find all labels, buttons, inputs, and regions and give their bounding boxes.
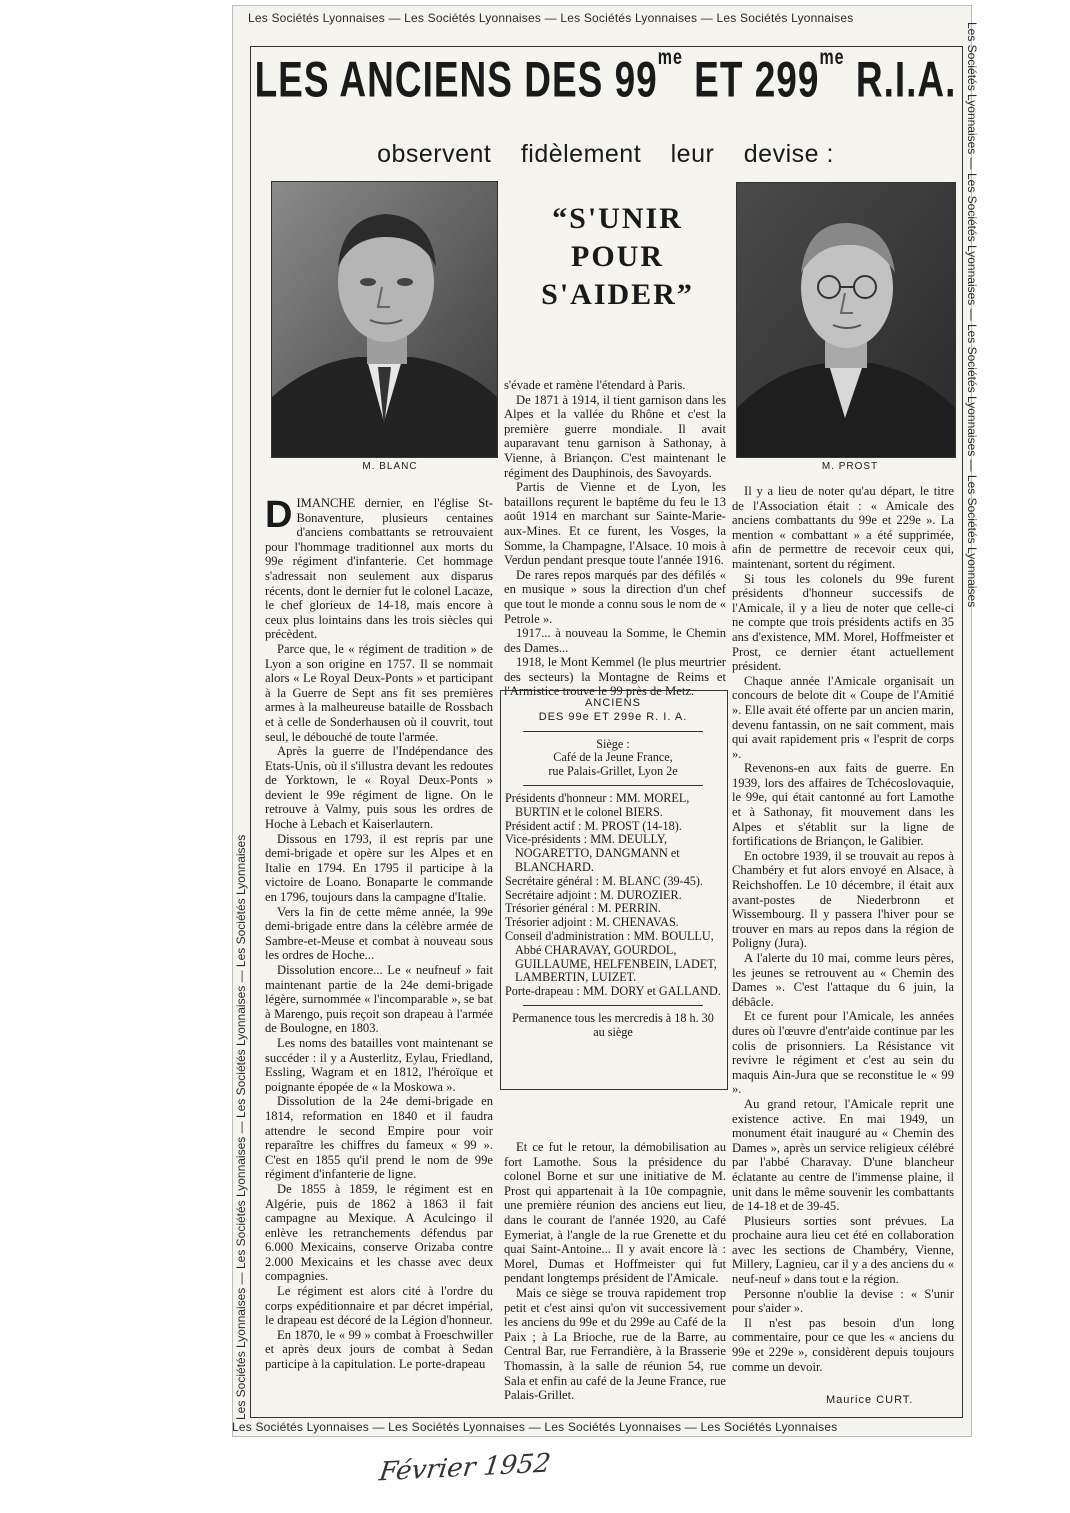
box-title-line1: ANCIENS	[585, 697, 641, 709]
box-divider	[523, 1005, 703, 1006]
portrait-blanc-image	[272, 182, 497, 457]
subhead-word1: observent	[377, 140, 492, 168]
subhead-word2: fidèlement	[520, 140, 642, 168]
portrait-photo-blanc	[271, 181, 498, 458]
paragraph: Les noms des batailles vont maintenant se succéder : il y a Austerlitz, Eylau, Friedland, Essling, Wagram et en 1812, l'héroïque et poignante épopée de « la Moskowa ».	[265, 1035, 493, 1094]
paragraph: Mais ce siège se trouva rapidement trop petit et c'est ainsi qu'on vit successivement les anciens du 99e et du 299e au Café de la Paix ; à La Brioche, rue de la Barre, au Central Bar, rue Ferrandière, à la Brasserie Thomassin, à la salle de réunion 54, rue Sala et enfin au café de la Jeune France, rue Palais-Grillet.	[504, 1285, 726, 1403]
paragraph: Dissous en 1793, il est repris par une demi-brigade et opère sur les Alpes et en Italie en 1794. En 1795 il participe à la victoire de Loano. Bonaparte le commande en 1796, toujours dans la campagne d'Italie.	[265, 831, 493, 905]
paragraph: Partis de Vienne et de Lyon, les bataillons reçurent le baptême du feu le 13 août 1914 en marchant sur Sainte-Marie-aux-Mines. Et ce furent, les Vosges, la Somme, la Champagne, l'Alsace. 10 mois à Verdun pendant presque toute l'année 1916.	[504, 480, 726, 568]
box-item: Président actif : M. PROST (14-18).	[505, 818, 682, 833]
headline-part3: R.I.A.	[844, 52, 957, 108]
article-column-2-bottom	[504, 1140, 726, 1403]
paragraph: A l'alerte du 10 mai, comme leurs pères, les jeunes se retrouvent au « Chemin des Dames ». C'est l'attaque du 6 juin, la débâcle.	[732, 951, 954, 1009]
paragraph	[265, 496, 493, 642]
box-divider	[523, 731, 703, 732]
paragraph: Si tous les colonels du 99e furent présidents d'honneur successifs de l'Amicale, il y a lieu de noter que celle-ci ne compte que trois présidents actifs en 35 ans d'existence, MM. Morel, Hoffmeister et Prost, ce dernier étant actuellement président.	[732, 571, 954, 674]
paragraph: De rares repos marqués par des défilés « en musique » sous la direction d'un chef que tout le monde a connu sous le nom de « Petrole ».	[504, 567, 726, 626]
box-siege-line2: rue Palais-Grillet, Lyon 2e	[548, 764, 678, 779]
motto-line2: POUR	[571, 240, 664, 273]
headline-sup2: me	[819, 46, 845, 70]
box-item: Vice-présidents : MM. DEULLY, NOGARETTO, DANGMANN et BLANCHARD.	[505, 832, 680, 874]
paragraph: Après la guerre de l'Indépendance des Etats-Unis, où il s'illustra devant les redoutes de Yorktown, le « Royal Deux-Ponts » devient le 99e régiment de ligne. On le retrouve à Valmy, puis sous les ordres de Hoche à Lebach et Kaiserlautern.	[265, 744, 493, 832]
paragraph: De 1855 à 1859, le régiment est en Algérie, puis de 1862 à 1863 il fait campagne au Mexique. A Aculcingo il enlève les retranchements défendus par 6.000 Mexicains, conserve Orizaba contre 2.000 Mexicains et les chasse avec deux compagnies.	[265, 1181, 493, 1284]
box-item: Présidents d'honneur : MM. MOREL, BURTIN et le colonel BIERS.	[505, 790, 690, 819]
portrait-prost-image	[737, 183, 955, 457]
paragraph: Personne n'oublie la devise : « S'unir pour s'aider ».	[732, 1286, 954, 1316]
left-border-strip	[232, 22, 248, 1420]
subhead-word3: leur	[670, 140, 715, 168]
right-border-text: Les Sociétés Lyonnaises — Les Sociétés Lyonnaises — Les Sociétés Lyonnaises — Les Sociétés Lyonnaises	[965, 22, 979, 608]
paragraph: Et ce furent pour l'Amicale, les années dures où l'œuvre d'entr'aide continue par les colis de prisonniers. La Résistance vit revivre le régiment et c'est au sein du maquis Ain-Jura que se reconstitue le « 99 ».	[732, 1009, 954, 1097]
paragraph: Parce que, le « régiment de tradition » de Lyon a son origine en 1757. Il se nommait alors « Le Royal Deux-Ponts » et participant à la Guerre de Sept ans fit ses premières armes à la malheureuse bataille de Rossbach et à celle de Sonderhausen où il couvrit, tout seul, le débouché de toute l'armée.	[265, 641, 493, 744]
motto-line3: S'AIDER”	[541, 278, 694, 311]
photo-caption-blanc: M. BLANC	[362, 461, 418, 472]
portrait-photo-prost	[736, 182, 956, 458]
headline	[250, 46, 961, 109]
paragraph: Le régiment est alors cité à l'ordre du corps expéditionnaire et par décret impérial, le drapeau est décoré de la Légion d'honneur.	[265, 1284, 493, 1328]
top-border-strip: Les Sociétés Lyonnaises — Les Sociétés Lyonnaises — Les Sociétés Lyonnaises — Les Sociétés Lyonnaises	[248, 11, 854, 25]
article-column-3	[732, 484, 954, 1374]
paragraph: Vers la fin de cette même année, la 99e demi-brigade entre dans la célèbre armée de Sambre-et-Meuse et combat à nouveau sous les ordres de Hoche...	[265, 904, 493, 963]
box-item: Porte-drapeau : MM. DORY et GALLAND.	[505, 984, 721, 999]
headline-part2: ET 299	[682, 52, 820, 108]
paragraph: De 1871 à 1914, il tient garnison dans les Alpes et la vallée du Rhône et c'est la première guerre mondiale. Il avait auparavant tenu garnison à Sathonay, à Vienne, à Briançon. C'est maintenant le régiment des Dauphinois, des Savoyards.	[504, 392, 726, 480]
photo-caption-prost: M. PROST	[821, 461, 879, 472]
dropcap: D	[265, 494, 293, 536]
motto-line1: “S'UNIR	[552, 202, 683, 235]
paragraph: Chaque année l'Amicale organisait un concours de belote dit « Coupe de l'Amitié ». Elle avait été offerte par un ancien marin, devenu fantassin, on ne sait comment, mais qui avait rapidement pris « l'esprit de corps ».	[732, 673, 954, 761]
box-item: Secrétaire adjoint : M. DUROZIER.	[505, 887, 682, 902]
paragraph: Il y a lieu de noter qu'au départ, le titre de l'Association était : « Amicale des anciens combattants du 99e et 229e ». La mention « combattant » a été supprimée, afin de permettre de recevoir ceux qui, maintenant, sortent du régiment.	[732, 484, 954, 571]
paragraph: Revenons-en aux faits de guerre. En 1939, lors des affaires de Tchécoslovaquie, le 99e, qui était cantonné au fort Lamothe et à Sathonay, fit mouvement dans les Alpes et s'établit sur la ligne de fortifications de Briançon, le Galibier.	[732, 761, 954, 849]
box-siege-line1: Café de la Jeune France,	[553, 750, 673, 765]
left-border-text: Les Sociétés Lyonnaises — Les Sociétés Lyonnaises — Les Sociétés Lyonnaises — Les Sociétés Lyonnaises	[234, 834, 248, 1420]
paragraph: En octobre 1939, il se trouvait au repos à Chambéry et fut alors envoyé en Alsace, à Reichshoffen. Le 10 décembre, il était aux avant-postes de Niederbronn et Wissembourg. Il y passera l'hiver pour se trouver en mars au repos dans la région de Poligny (Jura).	[732, 848, 954, 951]
box-title-line2: DES 99e ET 299e R. I. A.	[538, 710, 688, 723]
author-signature: Maurice CURT.	[826, 1394, 914, 1406]
association-info-content	[505, 697, 721, 1040]
paragraph: Et ce fut le retour, la démobilisation au fort Lamothe. Sous la présidence du colonel Borne et sur une initiative de M. Prost qui appartenait à la 10e compagnie, une première réunion des anciens eut lieu, dans le courant de l'année 1920, au Café Eymeriat, à l'angle de la rue Grenette et du quai Saint-Antoine... Il y avait encore là : Morel, Dumas et Hoffmeister qui fut pendant longtemps président de l'Amicale.	[504, 1140, 726, 1286]
paragraph: s'évade et ramène l'étendard à Paris.	[504, 378, 686, 392]
paragraph: Plusieurs sorties sont prévues. La prochaine aura lieu cet été en collaboration avec les sections de Chambéry, Vienne, Millery, Lagnieu, car il y a des anciens du « neuf-neuf » dans tout e la région.	[732, 1213, 954, 1287]
right-border-strip	[965, 22, 981, 1420]
paragraph: Dissolution de la 24e demi-brigade en 1814, reformation en 1840 et il faudra attendre le second Empire pour voir reparaître les chiffres du fameux « 99 ». C'est en 1855 qu'il prend le nom de 99e régiment d'infanterie de ligne.	[265, 1094, 493, 1182]
article-column-1	[265, 496, 493, 1372]
motto	[505, 200, 730, 314]
handwritten-date: Février 1952	[377, 1448, 553, 1488]
box-item: Trésorier général : M. PERRIN.	[505, 901, 661, 916]
paragraph: Il n'est pas besoin d'un long commentaire, pour ce que les « anciens du 99e et 229e », considèrent depuis toujours comme un devoir.	[732, 1315, 954, 1374]
box-item: Conseil d'administration : MM. BOULLU, Abbé CHARAVAY, GOURDOL, GUILLAUME, HELFENBEIN, LADET, LAMBERTIN, LUIZET.	[505, 928, 717, 985]
box-item: Trésorier adjoint : M. CHENAVAS.	[505, 915, 679, 930]
bottom-border-strip: Les Sociétés Lyonnaises — Les Sociétés Lyonnaises — Les Sociétés Lyonnaises — Les Sociétés Lyonnaises	[232, 1420, 838, 1434]
paragraph-text: IMANCHE dernier, en l'église St-Bonaventure, plusieurs centaines d'anciens combattants se retrouvaient pour l'hommage traditionnel aux morts du 99e régiment d'infanterie. Cet hommage s'adressait non seulement aux disparus récents, dont le dernier fut le colonel Lacaze, le chef glorieux de 14-18, mais encore à ceux plus lointains dans les trois siècles qui précèdent.	[265, 496, 493, 642]
article-column-2-top	[504, 378, 726, 699]
paragraph: En 1870, le « 99 » combat à Froeschwiller et après deux jours de combat à Sedan participe à la capitulation. Le porte-drapeau	[265, 1327, 493, 1372]
box-divider	[523, 785, 703, 786]
headline-sup1: me	[657, 46, 683, 70]
paragraph: Dissolution encore... Le « neufneuf » fait maintenant partie de la 24e demi-brigade légère, surnommée « l'incomparable », se bat à Marengo, puis reçoit son drapeau à l'armée de Boulogne, en 1803.	[265, 963, 493, 1036]
paragraph: Au grand retour, l'Amicale reprit une existence active. En mai 1949, un monument était inauguré au « Chemin des Dames », après un service religieux célébré par l'abbé Charavay. D'une blancheur éclatante au centre de l'immense plaine, il unit dans le même souvenir les combattants de 14-18 et de 39-45.	[732, 1096, 954, 1214]
subheadline	[250, 140, 961, 169]
paragraph: 1917... à nouveau la Somme, le Chemin des Dames...	[504, 626, 726, 655]
box-siege-label: Siège :	[596, 736, 630, 751]
subhead-word4: devise :	[743, 140, 834, 168]
paragraph: 1918, le Mont Kemmel (le plus meurtrier des secteurs) la Montagne de Reims et l'Armistice trouve le 99 près de Metz.	[504, 655, 726, 699]
box-permanence: Permanence tous les mercredis à 18 h. 30 au siège	[512, 1010, 714, 1039]
headline-part1: LES ANCIENS DES 99	[254, 52, 658, 108]
box-item: Secrétaire général : M. BLANC (39-45).	[505, 873, 703, 888]
